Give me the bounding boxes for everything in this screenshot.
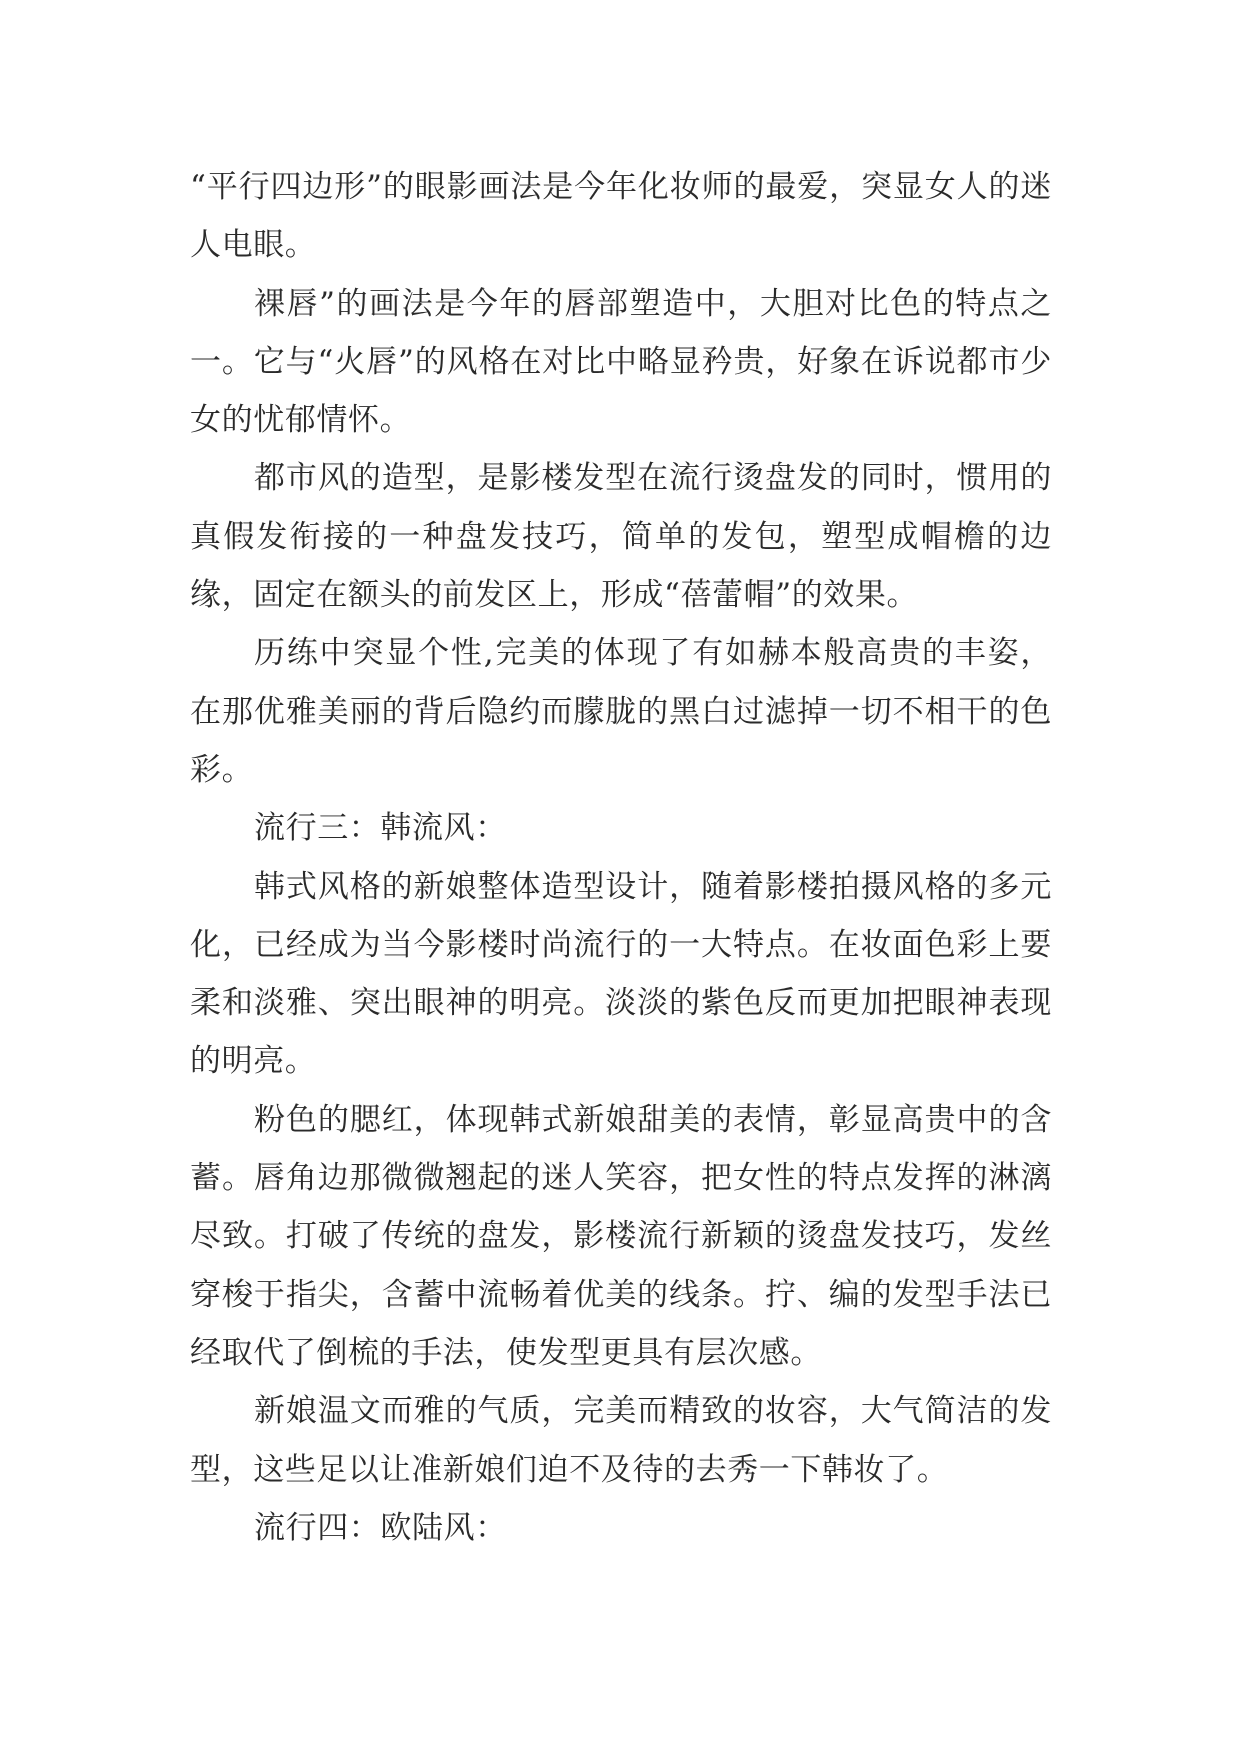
- paragraph-pink-blush: 粉色的腮红，体现韩式新娘甜美的表情，彰显高贵中的含蓄。唇角边那微微翘起的迷人笑容，把女性的特点发挥的淋漓尽致。打破了传统的盘发，影楼流行新颖的烫盘发技巧，发丝穿梭于指尖，含蓄中流畅着优美的线条。拧、编的发型手法已经取代了倒梳的手法，使发型更具有层次感。: [190, 1101, 1052, 1371]
- document-body: [190, 158, 1052, 1557]
- paragraph-bride-temperament: 新娘温文而雅的气质，完美而精致的妆容，大气简洁的发型，这些足以让准新娘们迫不及待的去秀一下韩妆了。: [190, 1393, 1052, 1488]
- paragraph-hepburn-style: 历练中突显个性,完美的体现了有如赫本般高贵的丰姿，在那优雅美丽的背后隐约而朦胧的黑白过滤掉一切不相干的色彩。: [190, 635, 1052, 788]
- paragraph-korean-style: 韩式风格的新娘整体造型设计，随着影楼拍摄风格的多元化，已经成为当今影楼时尚流行的一大特点。在妆面色彩上要柔和淡雅、突出眼神的明亮。淡淡的紫色反而更加把眼神表现的明亮。: [190, 868, 1052, 1080]
- paragraph-nude-lips: 裸唇”的画法是今年的唇部塑造中，大胆对比色的特点之一。它与“火唇”的风格在对比中略显矜贵，好象在诉说都市少女的忧郁情怀。: [190, 285, 1052, 439]
- paragraph-urban-hairstyle: 都市风的造型，是影楼发型在流行烫盘发的同时，惯用的真假发衔接的一种盘发技巧，简单的发包，塑型成帽檐的边缘，固定在额头的前发区上，形成“蓓蕾帽”的效果。: [190, 460, 1052, 614]
- heading-trend-four: 流行四：欧陆风：: [254, 1509, 507, 1546]
- paragraph-eye-shadow: “平行四边形”的眼影画法是今年化妆师的最爱，突显女人的迷人电眼。: [190, 169, 1052, 264]
- heading-trend-three: 流行三：韩流风：: [254, 810, 507, 847]
